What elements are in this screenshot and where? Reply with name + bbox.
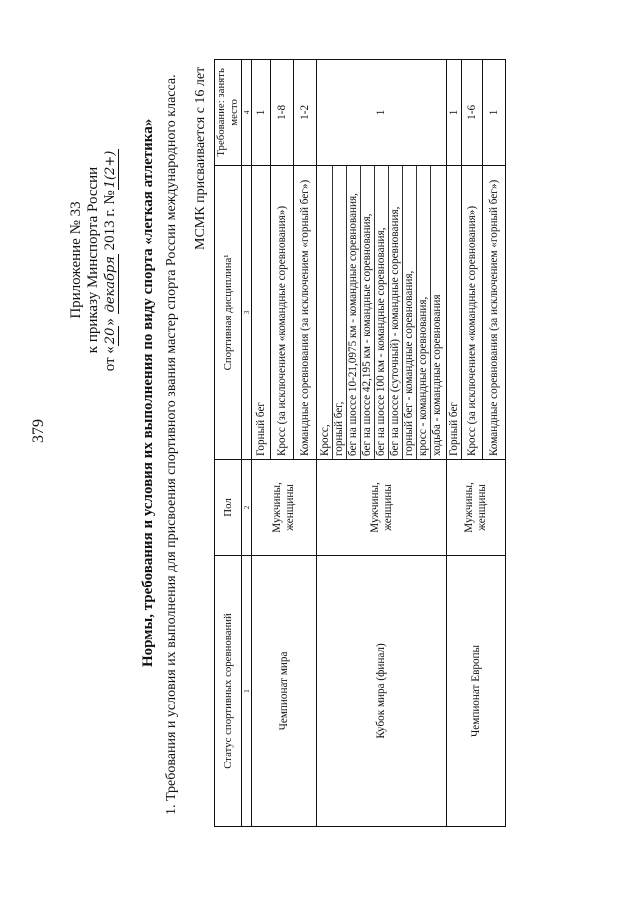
appendix-line1: Приложение № 33 bbox=[68, 201, 84, 319]
header-gender: Пол bbox=[215, 460, 242, 556]
discipline-line: бег на шоссе (суточный) - командные соревнования, bbox=[389, 166, 403, 459]
col-number: 1 bbox=[242, 555, 252, 826]
table-row bbox=[317, 60, 447, 827]
discipline-cell: Кросс (за исключением «командные соревнования») bbox=[271, 165, 294, 459]
discipline-cell: Командные соревнования (за исключением «горный бег») bbox=[294, 165, 317, 459]
page-number: 379 bbox=[30, 419, 47, 443]
header-status: Статус спортивных соревнований bbox=[215, 555, 242, 826]
header-place: Требование: занять место bbox=[215, 60, 242, 166]
col-number: 3 bbox=[242, 165, 252, 459]
place-cell: 1-8 bbox=[271, 60, 294, 166]
place-cell: 1-2 bbox=[294, 60, 317, 166]
gender-cell: Мужчины, женщины bbox=[317, 460, 447, 556]
order-number: 1(2+) bbox=[103, 150, 118, 189]
appendix-line2: к приказу Минспорта России bbox=[85, 166, 101, 354]
discipline-line: горный бег, bbox=[333, 166, 347, 459]
discipline-cell: Горный бег bbox=[252, 165, 271, 459]
discipline-line: Кросс, bbox=[319, 166, 333, 459]
discipline-cell: Кросс (за исключением «командные соревнования») bbox=[462, 165, 483, 459]
requirements-table bbox=[214, 59, 506, 827]
appendix-block bbox=[68, 135, 119, 385]
mcmk-note: МСМК присваивается с 16 лет bbox=[193, 66, 208, 250]
column-number-row bbox=[242, 60, 252, 827]
table-row bbox=[252, 60, 271, 827]
gender-cell: Мужчины, женщины bbox=[447, 460, 506, 556]
date-day: 20 bbox=[103, 327, 118, 345]
place-cell: 1 bbox=[447, 60, 462, 166]
date-prefix: от « bbox=[102, 346, 118, 372]
discipline-line: бег на шоссе 100 км - командные соревнования, bbox=[375, 166, 389, 459]
page-subtitle: 1. Требования и условия их выполнения для присвоения спортивного звания мастер спорта России международного класса. bbox=[164, 74, 179, 815]
date-month: декабря bbox=[103, 256, 118, 313]
place-cell: 1-6 bbox=[462, 60, 483, 166]
gender-cell: Мужчины, женщины bbox=[252, 460, 317, 556]
status-cell: Кубок мира (финал) bbox=[317, 555, 447, 826]
page-title: Нормы, требования и условия их выполнения по виду спорта «легкая атлетика» bbox=[140, 118, 156, 667]
status-cell: Чемпионат Европы bbox=[447, 555, 506, 826]
discipline-cell: Горный бег bbox=[447, 165, 462, 459]
discipline-line: горный бег - командные соревнования, bbox=[403, 166, 417, 459]
discipline-line: кросс - командные соревнования, bbox=[417, 166, 431, 459]
discipline-line: бег на шоссе 42,195 км - командные соревнования, bbox=[361, 166, 375, 459]
header-discipline: Спортивная дисциплина¹ bbox=[215, 165, 242, 459]
discipline-line: ходьба - командные соревнования bbox=[431, 294, 443, 457]
col-number: 4 bbox=[242, 60, 252, 166]
discipline-line: бег на шоссе 10-21,0975 км - командные соревнования, bbox=[347, 166, 361, 459]
place-cell: 1 bbox=[317, 60, 447, 166]
appendix-date-line bbox=[102, 135, 119, 385]
table-header-row bbox=[215, 60, 242, 827]
col-number: 2 bbox=[242, 460, 252, 556]
date-month-sep: » bbox=[102, 318, 118, 326]
status-cell: Чемпионат мира bbox=[252, 555, 317, 826]
discipline-cell: Командные соревнования (за исключением «горный бег») bbox=[483, 165, 506, 459]
num-prefix: № bbox=[102, 190, 118, 205]
place-cell: 1 bbox=[252, 60, 271, 166]
date-year: 2013 г. bbox=[102, 208, 118, 251]
table-row bbox=[447, 60, 462, 827]
discipline-cell bbox=[317, 165, 447, 459]
place-cell: 1 bbox=[483, 60, 506, 166]
